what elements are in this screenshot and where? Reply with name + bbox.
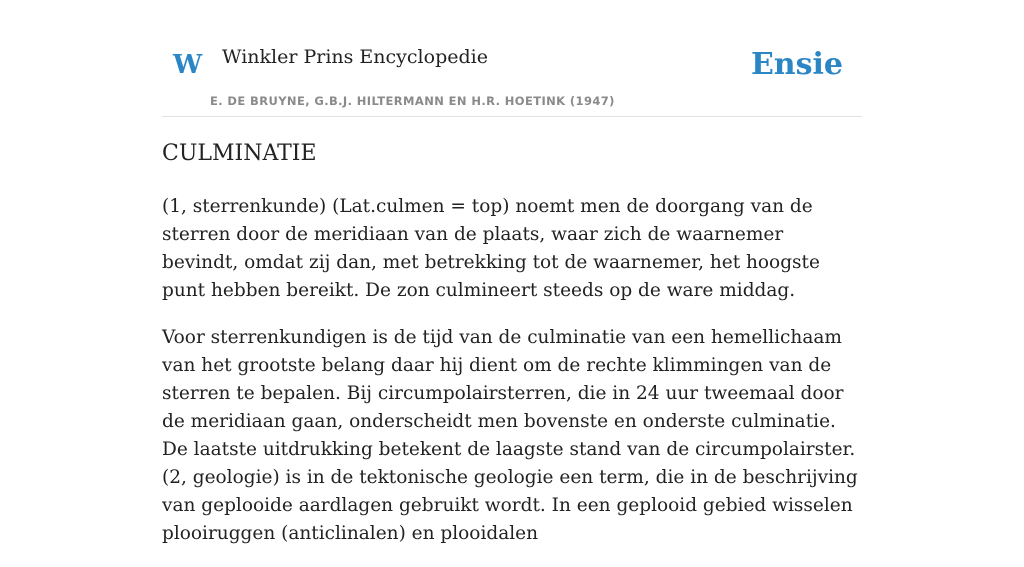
source-title[interactable]: Winkler Prins Encyclopedie <box>222 46 488 68</box>
article-paragraph: (1, sterrenkunde) (Lat.culmen = top) noemt men de doorgang van de sterren door de meridiaan van de plaats, waar zich de waarnemer bevindt, omdat zij dan, met betrekking tot de waarnemer, het hoogste punt hebben bereikt. De zon culmineert steeds op de ware middag. <box>162 195 820 301</box>
page-title: CULMINATIE <box>162 141 317 166</box>
source-authors: E. DE BRUYNE, G.B.J. HILTERMANN EN H.R. HOETINK (1947) <box>210 94 615 108</box>
source-logo[interactable]: W <box>173 50 203 80</box>
brand-logo-link[interactable]: Ensie <box>750 47 843 82</box>
article <box>162 140 862 567</box>
article-paragraph: Voor sterrenkundigen is de tijd van de culminatie van een hemellichaam van het grootste belang daar hij dient om de rechte klimmingen van de sterren te bepalen. Bij circumpolairsterren, die in 24 uur tweemaal door de meridiaan gaan, onderscheidt men bovenste en onderste culminatie. De laatste uitdrukking betekent de laagste stand van de circumpolairster.(2, geologie) is in de tektonische geologie een term, die in de beschrijving van geplooide aardlagen gebruikt wordt. In een geplooid gebied wisselen plooiruggen (anticlinalen) en plooidalen <box>162 326 858 544</box>
source-header <box>162 0 862 117</box>
